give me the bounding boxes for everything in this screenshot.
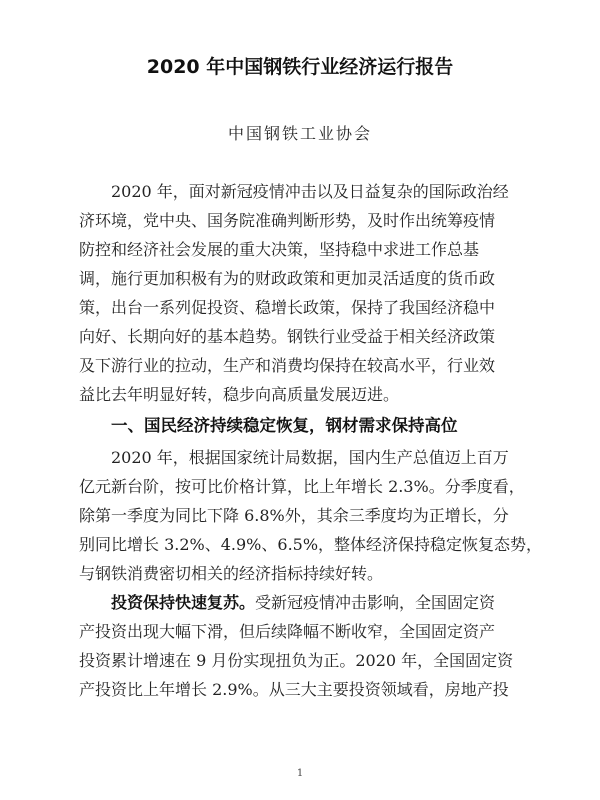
paragraph-lead: 投资保持快速复苏。 — [111, 593, 256, 612]
text-line: 2020 年，根据国家统计局数据，国内生产总值迈上百万 — [111, 448, 509, 467]
text-fragment: 受新冠疫情冲击影响，全国固定资 — [255, 593, 496, 612]
text-line: 除第一季度为同比下降 6.8%外，其余三季度均为正增长，分 — [79, 506, 509, 525]
text-line: 防控和经济社会发展的重大决策，坚持稳中求进工作总基 — [79, 240, 480, 259]
text-line: 策，出台一系列促投资、稳增长政策，保持了我国经济稳中 — [79, 298, 496, 317]
text-line: 及下游行业的拉动，生产和消费均保持在较高水平，行业效 — [79, 356, 496, 375]
document-title: 2020 年中国钢铁行业经济运行报告 — [146, 56, 454, 78]
paragraph-gdp — [79, 443, 543, 588]
text-line: 调，施行更加积极有为的财政政策和更加灵活适度的货币政 — [79, 269, 496, 288]
paragraph-investment — [79, 588, 521, 704]
text-line: 亿元新台阶，按可比价格计算，比上年增长 2.3%。分季度看， — [79, 477, 525, 496]
document-author: 中国钢铁工业协会 — [227, 124, 372, 143]
page-number: 1 — [296, 768, 304, 779]
document-body — [79, 177, 543, 704]
section-heading: 一、国民经济持续稳定恢复，钢材需求保持高位 — [111, 416, 458, 435]
text-line: 产投资出现大幅下滑，但后续降幅不断收窄，全国固定资产 — [79, 622, 496, 641]
text-line: 与钢铁消费密切相关的经济指标持续好转。 — [79, 564, 384, 583]
text-line: 2020 年，面对新冠疫情冲击以及日益复杂的国际政治经 — [111, 182, 509, 201]
text-line: 向好、长期向好的基本趋势。钢铁行业受益于相关经济政策 — [79, 327, 496, 346]
paragraph-intro — [79, 177, 521, 409]
text-line: 投资累计增速在 9 月份实现扭负为正。2020 年，全国固定资 — [79, 651, 514, 670]
text-line: 别同比增长 3.2%、4.9%、6.5%，整体经济保持稳定恢复态势， — [79, 535, 543, 554]
text-line: 产投资比上年增长 2.9%。从三大主要投资领域看，房地产投 — [79, 680, 509, 699]
text-line — [79, 588, 521, 617]
text-line: 益比去年明显好转，稳步向高质量发展迈进。 — [79, 385, 400, 404]
text-line: 济环境，党中央、国务院准确判断形势，及时作出统筹疫情 — [79, 211, 496, 230]
